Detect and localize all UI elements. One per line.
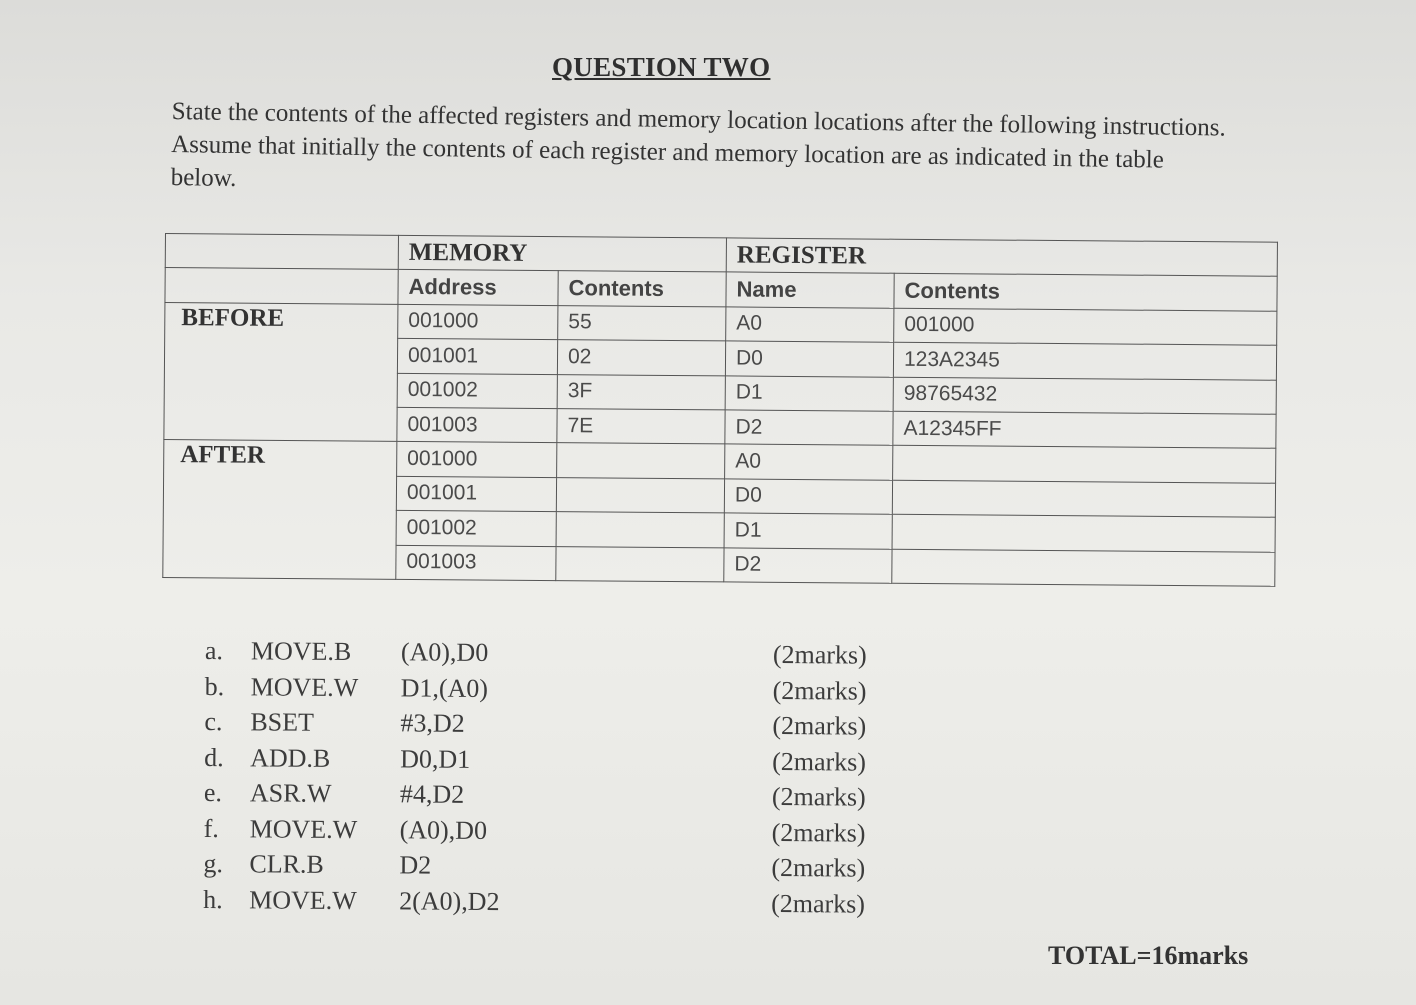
before-label: BEFORE bbox=[164, 302, 398, 441]
register-name-cell: A0 bbox=[726, 307, 894, 343]
memory-contents-cell: 3F bbox=[557, 374, 725, 410]
memory-contents-cell bbox=[556, 477, 724, 513]
memory-contents-cell bbox=[556, 512, 724, 548]
address-cell: 001001 bbox=[397, 339, 557, 375]
page-title: QUESTION TWO bbox=[552, 52, 771, 82]
memory-header: MEMORY bbox=[398, 235, 726, 272]
marks-label: (2marks) bbox=[771, 888, 866, 919]
memory-contents-cell: 02 bbox=[557, 340, 725, 376]
memory-contents-cell: 7E bbox=[557, 409, 725, 445]
instruction-opcode: MOVE.B bbox=[250, 636, 352, 667]
list-item bbox=[205, 671, 925, 712]
marks-label: (2marks) bbox=[771, 781, 866, 812]
item-letter: g. bbox=[203, 848, 224, 879]
register-contents-cell: A12345FF bbox=[893, 411, 1276, 448]
register-name-cell: D2 bbox=[725, 410, 893, 446]
name-column-header: Name bbox=[726, 272, 894, 308]
marks-label: (2marks) bbox=[772, 639, 867, 670]
register-name-cell: D1 bbox=[724, 513, 892, 549]
memory-contents-cell: 55 bbox=[558, 305, 726, 341]
table-row bbox=[165, 302, 1277, 345]
address-cell: 001002 bbox=[397, 373, 557, 409]
register-contents-cell bbox=[892, 514, 1275, 551]
register-memory-table bbox=[162, 233, 1278, 587]
blank-corner-cell bbox=[165, 234, 398, 270]
instruction-opcode: ASR.W bbox=[249, 778, 332, 808]
address-cell: 001000 bbox=[398, 304, 558, 340]
address-cell: 001001 bbox=[396, 476, 556, 512]
instruction-opcode: CLR.B bbox=[249, 849, 324, 879]
address-column-header: Address bbox=[398, 270, 558, 306]
instruction-opcode: MOVE.W bbox=[249, 813, 358, 844]
register-contents-cell: 001000 bbox=[894, 308, 1277, 345]
marks-label: (2marks) bbox=[772, 675, 867, 706]
register-name-cell: D2 bbox=[724, 547, 892, 583]
address-cell: 001000 bbox=[397, 442, 557, 478]
instruction-opcode: ADD.B bbox=[250, 742, 331, 773]
register-name-cell: D1 bbox=[725, 375, 893, 411]
item-letter: d. bbox=[204, 742, 224, 772]
item-letter: a. bbox=[204, 636, 224, 666]
instruction-operands: D1,(A0) bbox=[400, 672, 489, 703]
question-intro: State the contents of the affected registers and memory location locations after the following instructions. Assume that initially the contents of each register and memory location are as indicated in the table below. bbox=[170, 97, 1226, 193]
marks-label: (2marks) bbox=[772, 710, 867, 741]
list-item bbox=[203, 849, 923, 890]
item-letter: b. bbox=[204, 671, 225, 701]
register-header: REGISTER bbox=[726, 238, 1277, 277]
instruction-opcode: MOVE.W bbox=[249, 884, 357, 915]
register-name-cell: A0 bbox=[725, 444, 893, 480]
memory-contents-column-header: Contents bbox=[558, 271, 726, 307]
blank-label-cell bbox=[165, 268, 398, 304]
register-contents-cell bbox=[892, 549, 1275, 586]
list-item bbox=[203, 884, 923, 925]
total-marks: TOTAL=16marks bbox=[1048, 941, 1249, 970]
marks-label: (2marks) bbox=[771, 817, 866, 848]
item-letter: e. bbox=[203, 777, 223, 808]
list-item bbox=[204, 813, 924, 854]
instruction-operands: #3,D2 bbox=[400, 708, 465, 738]
register-contents-cell: 98765432 bbox=[893, 377, 1276, 414]
register-contents-cell bbox=[892, 480, 1275, 517]
item-letter: f. bbox=[203, 813, 219, 843]
instruction-operands: D2 bbox=[399, 850, 432, 880]
memory-contents-cell bbox=[556, 546, 724, 582]
memory-contents-cell bbox=[557, 443, 725, 479]
instruction-operands: (A0),D0 bbox=[399, 814, 488, 845]
item-letter: c. bbox=[204, 706, 223, 737]
list-item bbox=[204, 707, 924, 748]
register-contents-column-header: Contents bbox=[894, 274, 1277, 311]
address-cell: 001002 bbox=[396, 510, 556, 546]
marks-label: (2marks) bbox=[772, 746, 867, 777]
marks-label: (2marks) bbox=[771, 852, 866, 883]
register-contents-cell bbox=[893, 446, 1276, 483]
list-item bbox=[205, 636, 925, 677]
register-contents-cell: 123A2345 bbox=[893, 342, 1276, 379]
register-name-cell: D0 bbox=[725, 341, 893, 377]
instruction-opcode: BSET bbox=[250, 707, 315, 737]
instruction-list bbox=[203, 636, 925, 925]
instruction-operands: #4,D2 bbox=[399, 779, 465, 809]
address-cell: 001003 bbox=[396, 545, 556, 581]
instruction-operands: (A0),D0 bbox=[400, 637, 489, 667]
list-item bbox=[204, 742, 924, 783]
register-name-cell: D0 bbox=[724, 479, 892, 515]
table-row bbox=[164, 440, 1276, 483]
item-letter: h. bbox=[203, 884, 223, 914]
address-cell: 001003 bbox=[397, 407, 557, 443]
list-item bbox=[204, 778, 924, 819]
instruction-operands: D0,D1 bbox=[400, 743, 471, 774]
instruction-operands: 2(A0),D2 bbox=[399, 885, 500, 916]
instruction-opcode: MOVE.W bbox=[250, 671, 359, 702]
after-label: AFTER bbox=[163, 440, 397, 579]
